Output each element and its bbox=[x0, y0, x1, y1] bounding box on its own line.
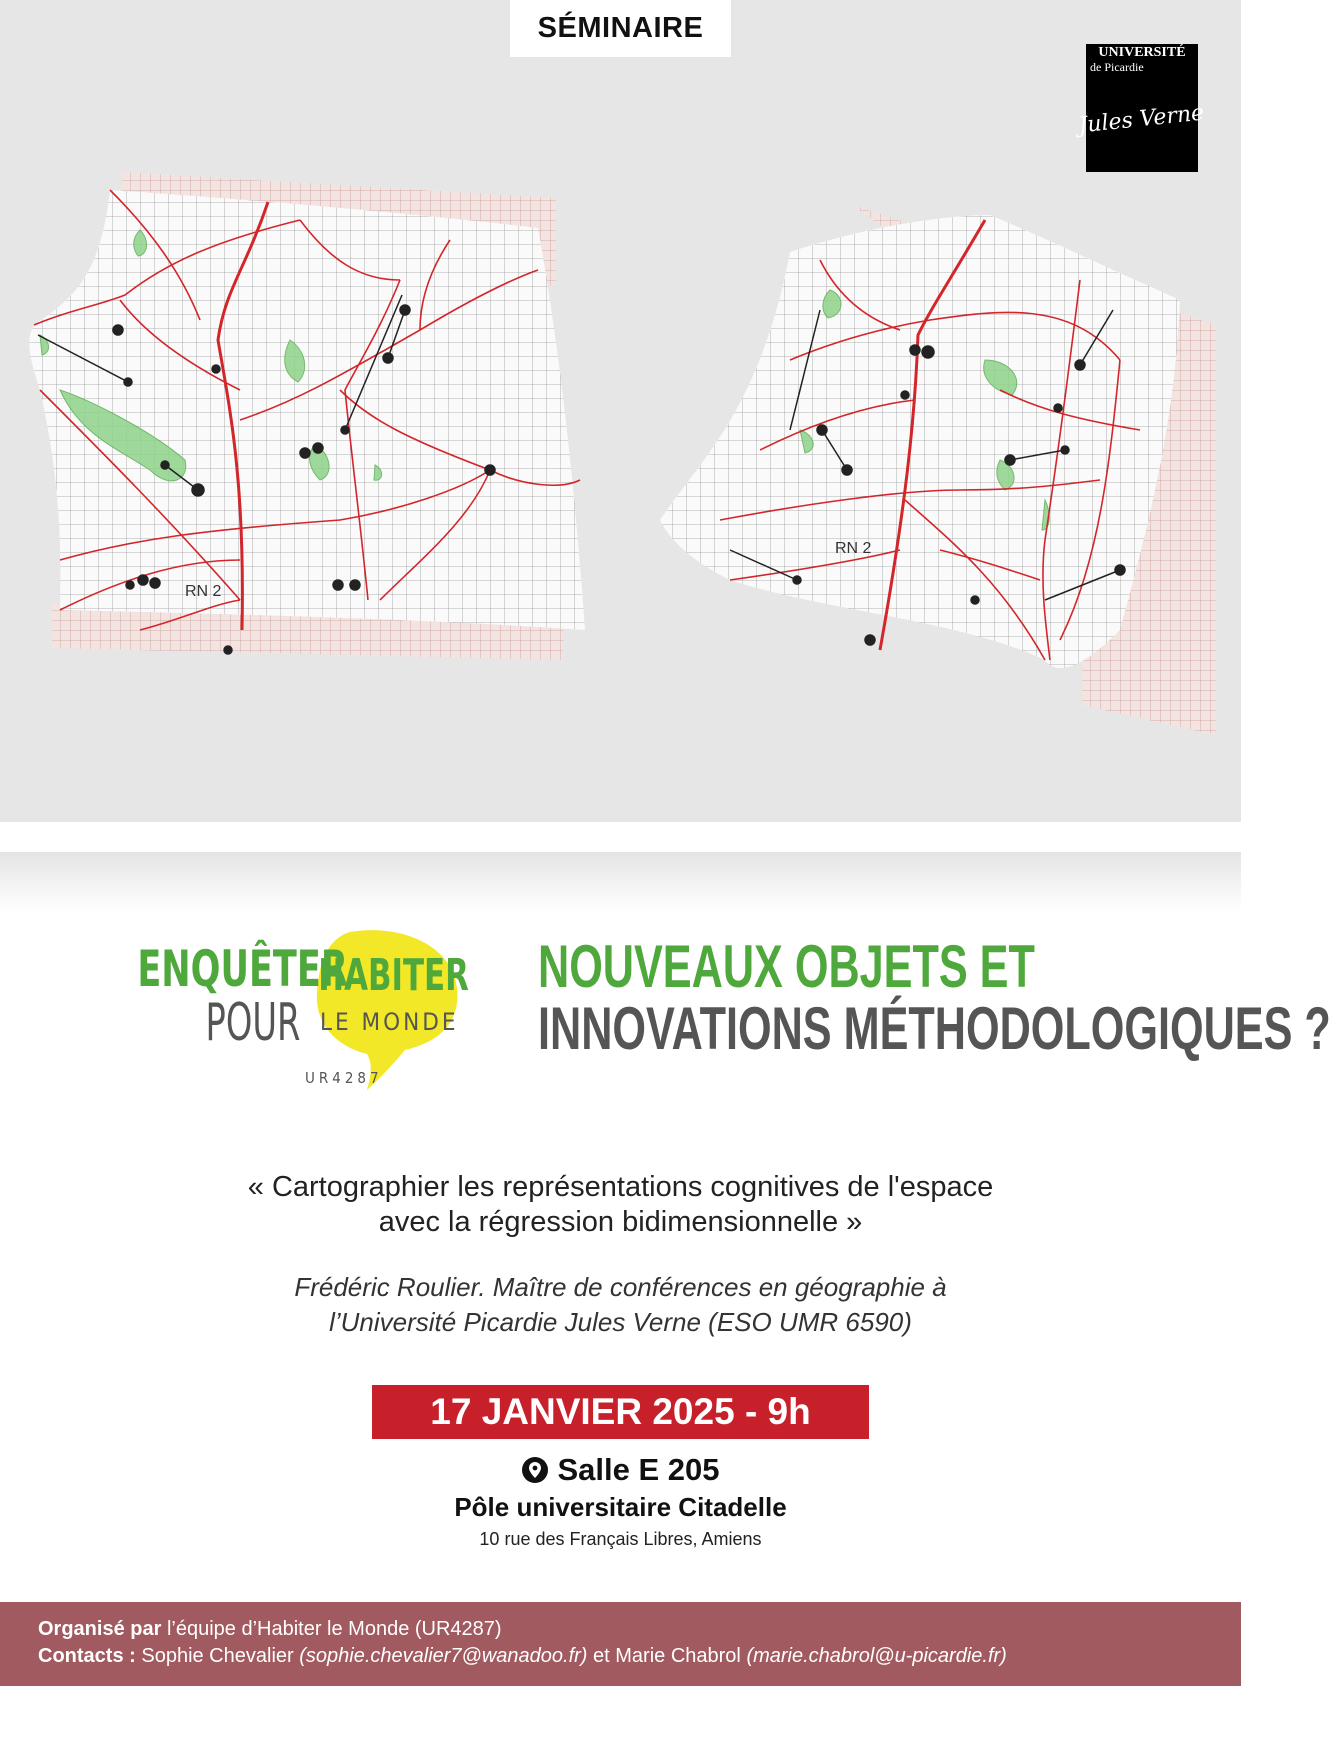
speaker-info bbox=[0, 1270, 1241, 1340]
footer-contacts bbox=[38, 1643, 1241, 1670]
venue-place: Pôle universitaire Citadelle bbox=[454, 1492, 787, 1522]
venue-address: 10 rue des Français Libres, Amiens bbox=[479, 1529, 762, 1549]
divider-shade bbox=[0, 852, 1241, 912]
seminar-tag: SÉMINAIRE bbox=[510, 0, 731, 57]
university-signature: Jules Verne bbox=[1077, 100, 1206, 139]
contact-1-email[interactable]: (sophie.chevalier7@wanadoo.fr) bbox=[299, 1645, 588, 1667]
talk-title-line-2: avec la régression bidimensionnelle » bbox=[378, 1206, 863, 1238]
venue-room bbox=[521, 1450, 719, 1490]
contact-1-name: Sophie Chevalier bbox=[135, 1645, 300, 1667]
map-pin-icon bbox=[521, 1456, 549, 1484]
university-logo bbox=[1077, 44, 1206, 172]
university-subtitle: de Picardie bbox=[1090, 60, 1144, 74]
footer-band bbox=[0, 1602, 1241, 1686]
left-map bbox=[29, 172, 585, 660]
speaker-line-2: l’Université Picardie Jules Verne (ESO UMR 6590) bbox=[329, 1307, 912, 1337]
footer-organizer bbox=[38, 1616, 1241, 1643]
logo-word-enqueter: ENQUÊTER bbox=[137, 939, 348, 999]
talk-title bbox=[0, 1170, 1241, 1240]
distortion-maps-figure bbox=[0, 160, 1241, 760]
contact-2-email[interactable]: (marie.chabrol@u-picardie.fr) bbox=[746, 1645, 1007, 1667]
organizer-text: l’équipe d’Habiter le Monde (UR4287) bbox=[161, 1618, 502, 1640]
headline-line-1: NOUVEAUX OBJETS ET bbox=[538, 933, 1035, 1000]
organizer-label: Organisé par bbox=[38, 1618, 162, 1640]
event-date: 17 JANVIER 2025 - 9h bbox=[372, 1385, 869, 1439]
logo-code: UR4287 bbox=[305, 1069, 383, 1087]
logo-word-le-monde: LE MONDE bbox=[320, 1008, 459, 1036]
habiter-le-monde-logo bbox=[135, 918, 505, 1098]
seminar-headline bbox=[538, 933, 1331, 1062]
right-map bbox=[660, 205, 1216, 735]
university-name: UNIVERSITÉ bbox=[1098, 45, 1186, 60]
logo-word-pour: POUR bbox=[205, 991, 301, 1053]
venue-info bbox=[0, 1450, 1241, 1554]
contacts-label: Contacts : bbox=[38, 1645, 136, 1667]
contact-2-name: et Marie Chabrol bbox=[587, 1645, 747, 1667]
logo-word-habiter: HABITER bbox=[318, 949, 469, 1002]
venue-room-label: Salle E 205 bbox=[557, 1452, 720, 1487]
talk-title-line-1: « Cartographier les représentations cognitives de l'espace bbox=[247, 1171, 994, 1203]
speaker-line-1: Frédéric Roulier. Maître de conférences en géographie à bbox=[294, 1272, 947, 1302]
headline-line-2: INNOVATIONS MÉTHODOLOGIQUES ? bbox=[538, 995, 1331, 1062]
right-map-road-label: RN 2 bbox=[835, 540, 872, 557]
left-map-road-label: RN 2 bbox=[185, 583, 222, 600]
